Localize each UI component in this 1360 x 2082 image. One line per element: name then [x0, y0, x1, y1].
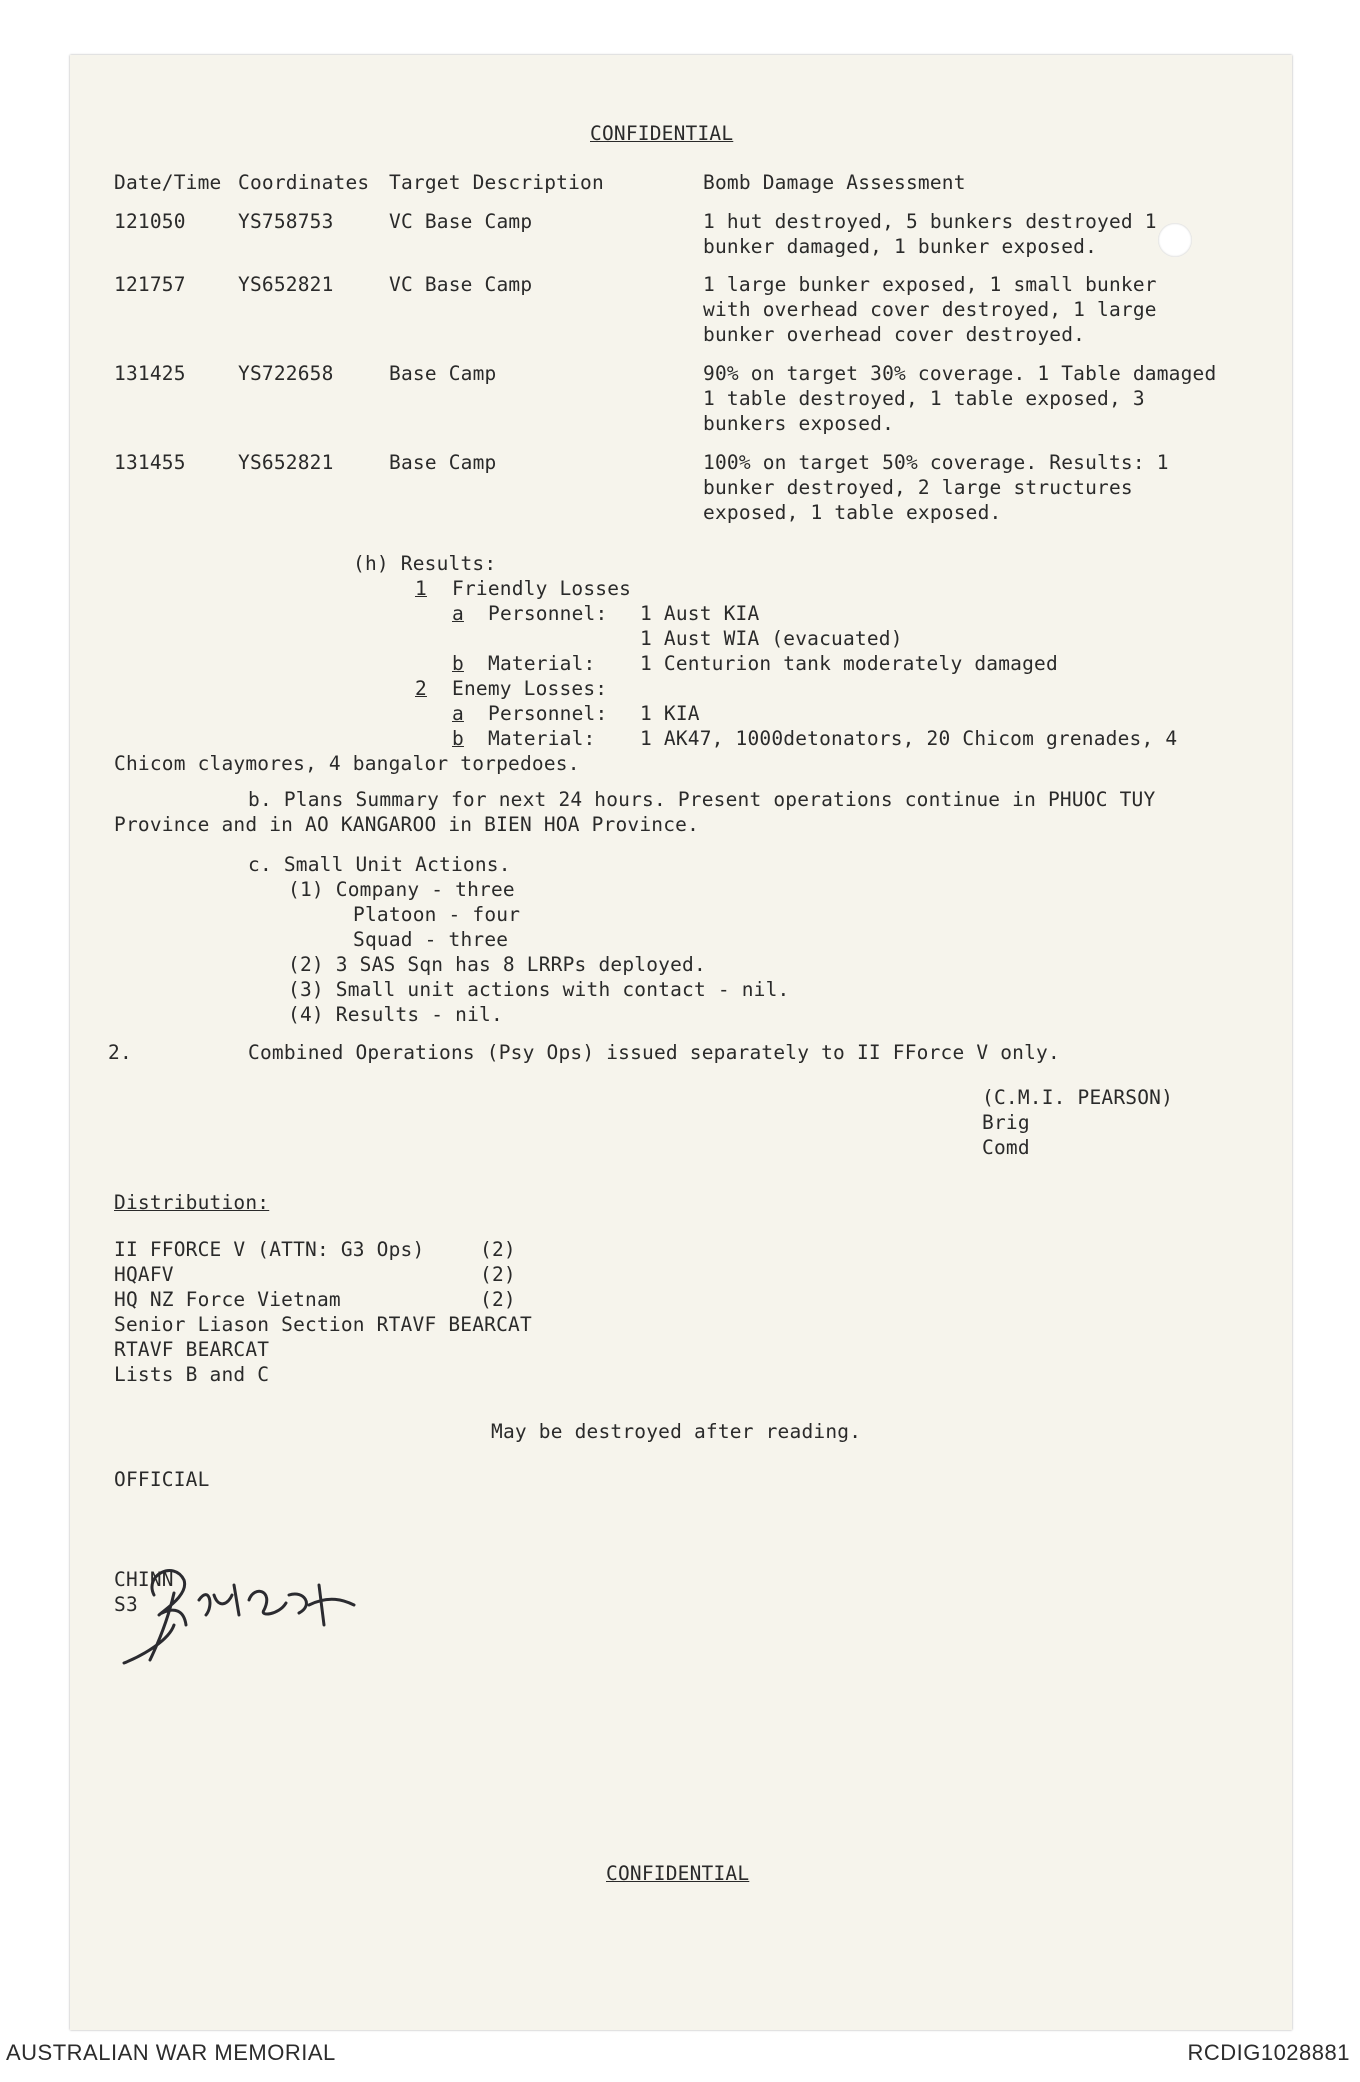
- distribution-copies: (2): [480, 1238, 516, 1261]
- friendly-personnel-label: Personnel:: [488, 602, 608, 625]
- row-1-assessment-line: bunker damaged, 1 bunker exposed.: [703, 235, 1098, 258]
- official-role: S3: [114, 1593, 138, 1616]
- row-2-datetime: 121757: [114, 273, 186, 296]
- row-4-assessment-line: 100% on target 50% coverage. Results: 1: [703, 451, 1169, 474]
- classification-header: CONFIDENTIAL: [590, 122, 734, 145]
- small-unit-item: (4) Results - nil.: [288, 1003, 503, 1026]
- combined-ops-number: 2.: [108, 1041, 132, 1064]
- distribution-recipient: HQ NZ Force Vietnam: [114, 1288, 341, 1311]
- classification-footer: CONFIDENTIAL: [606, 1862, 750, 1885]
- enemy-num: 2: [415, 677, 427, 700]
- plans-summary-line: Province and in AO KANGAROO in BIEN HOA Province.: [114, 813, 700, 836]
- row-1-datetime: 121050: [114, 210, 186, 233]
- friendly-personnel-value: 1 Aust KIA: [640, 602, 760, 625]
- friendly-material-label: Material:: [488, 652, 596, 675]
- enemy-material-label: Material:: [488, 727, 596, 750]
- enemy-personnel-value: 1 KIA: [640, 702, 700, 725]
- row-4-target: Base Camp: [389, 451, 497, 474]
- row-4-assessment-line: exposed, 1 table exposed.: [703, 501, 1002, 524]
- friendly-title: Friendly Losses: [452, 577, 632, 600]
- enemy-title: Enemy Losses:: [452, 677, 608, 700]
- distribution-recipient: Senior Liason Section RTAVF BEARCAT: [114, 1313, 532, 1336]
- row-3-assessment-line: bunkers exposed.: [703, 412, 895, 435]
- distribution-copies: (2): [480, 1288, 516, 1311]
- row-3-datetime: 131425: [114, 362, 186, 385]
- row-3-assessment-line: 1 table destroyed, 1 table exposed, 3: [703, 387, 1145, 410]
- enemy-material-value: 1 AK47, 1000detonators, 20 Chicom grenades, 4: [640, 727, 1178, 750]
- distribution-recipient: HQAFV: [114, 1263, 174, 1286]
- distribution-recipient: Lists B and C: [114, 1363, 270, 1386]
- col-header-datetime: Date/Time: [114, 171, 222, 194]
- enemy-material-continued: Chicom claymores, 4 bangalor torpedoes.: [114, 752, 580, 775]
- friendly-num: 1: [415, 577, 427, 600]
- destroy-note: May be destroyed after reading.: [491, 1420, 862, 1443]
- enemy-personnel-label: Personnel:: [488, 702, 608, 725]
- small-unit-item: (2) 3 SAS Sqn has 8 LRRPs deployed.: [288, 953, 706, 976]
- small-unit-item: (1) Company - three: [288, 878, 515, 901]
- punch-hole: [1158, 223, 1192, 257]
- signatory-role: Comd: [982, 1136, 1030, 1159]
- archive-id: RCDIG1028881: [1187, 2040, 1350, 2065]
- row-2-target: VC Base Camp: [389, 273, 533, 296]
- archive-source: AUSTRALIAN WAR MEMORIAL: [6, 2040, 336, 2065]
- col-header-target: Target Description: [389, 171, 604, 194]
- friendly-material-value: 1 Centurion tank moderately damaged: [640, 652, 1058, 675]
- row-2-coords: YS652821: [238, 273, 334, 296]
- small-unit-item: Platoon - four: [353, 903, 521, 926]
- friendly-personnel-value: 1 Aust WIA (evacuated): [640, 627, 903, 650]
- distribution-copies: (2): [480, 1263, 516, 1286]
- distribution-recipient: II FFORCE V (ATTN: G3 Ops): [114, 1238, 425, 1261]
- row-1-assessment-line: 1 hut destroyed, 5 bunkers destroyed 1: [703, 210, 1157, 233]
- row-2-assessment-line: with overhead cover destroyed, 1 large: [703, 298, 1157, 321]
- plans-summary-line: b. Plans Summary for next 24 hours. Present operations continue in PHUOC TUY: [248, 788, 1156, 811]
- row-3-coords: YS722658: [238, 362, 334, 385]
- col-header-coordinates: Coordinates: [238, 171, 370, 194]
- results-heading: (h) Results:: [353, 552, 497, 575]
- document-page: [70, 55, 1292, 2030]
- official-label: OFFICIAL: [114, 1468, 210, 1491]
- row-3-assessment-line: 90% on target 30% coverage. 1 Table damaged: [703, 362, 1217, 385]
- enemy-material-sub: b: [452, 727, 464, 750]
- col-header-assessment: Bomb Damage Assessment: [703, 171, 966, 194]
- signatory-rank: Brig: [982, 1111, 1030, 1134]
- small-unit-item: Squad - three: [353, 928, 509, 951]
- distribution-recipient: RTAVF BEARCAT: [114, 1338, 270, 1361]
- signatory-name: (C.M.I. PEARSON): [982, 1086, 1174, 1109]
- row-3-target: Base Camp: [389, 362, 497, 385]
- row-4-coords: YS652821: [238, 451, 334, 474]
- row-4-assessment-line: bunker destroyed, 2 large structures: [703, 476, 1133, 499]
- row-2-assessment-line: 1 large bunker exposed, 1 small bunker: [703, 273, 1157, 296]
- enemy-personnel-sub: a: [452, 702, 464, 725]
- row-2-assessment-line: bunker overhead cover destroyed.: [703, 323, 1086, 346]
- row-1-target: VC Base Camp: [389, 210, 533, 233]
- small-unit-heading: c. Small Unit Actions.: [248, 853, 511, 876]
- combined-ops-text: Combined Operations (Psy Ops) issued separately to II FForce V only.: [248, 1041, 1060, 1064]
- distribution-heading: Distribution:: [114, 1191, 270, 1214]
- friendly-material-sub: b: [452, 652, 464, 675]
- friendly-personnel-sub: a: [452, 602, 464, 625]
- row-1-coords: YS758753: [238, 210, 334, 233]
- small-unit-item: (3) Small unit actions with contact - nil.: [288, 978, 790, 1001]
- official-name: CHINN: [114, 1568, 174, 1591]
- row-4-datetime: 131455: [114, 451, 186, 474]
